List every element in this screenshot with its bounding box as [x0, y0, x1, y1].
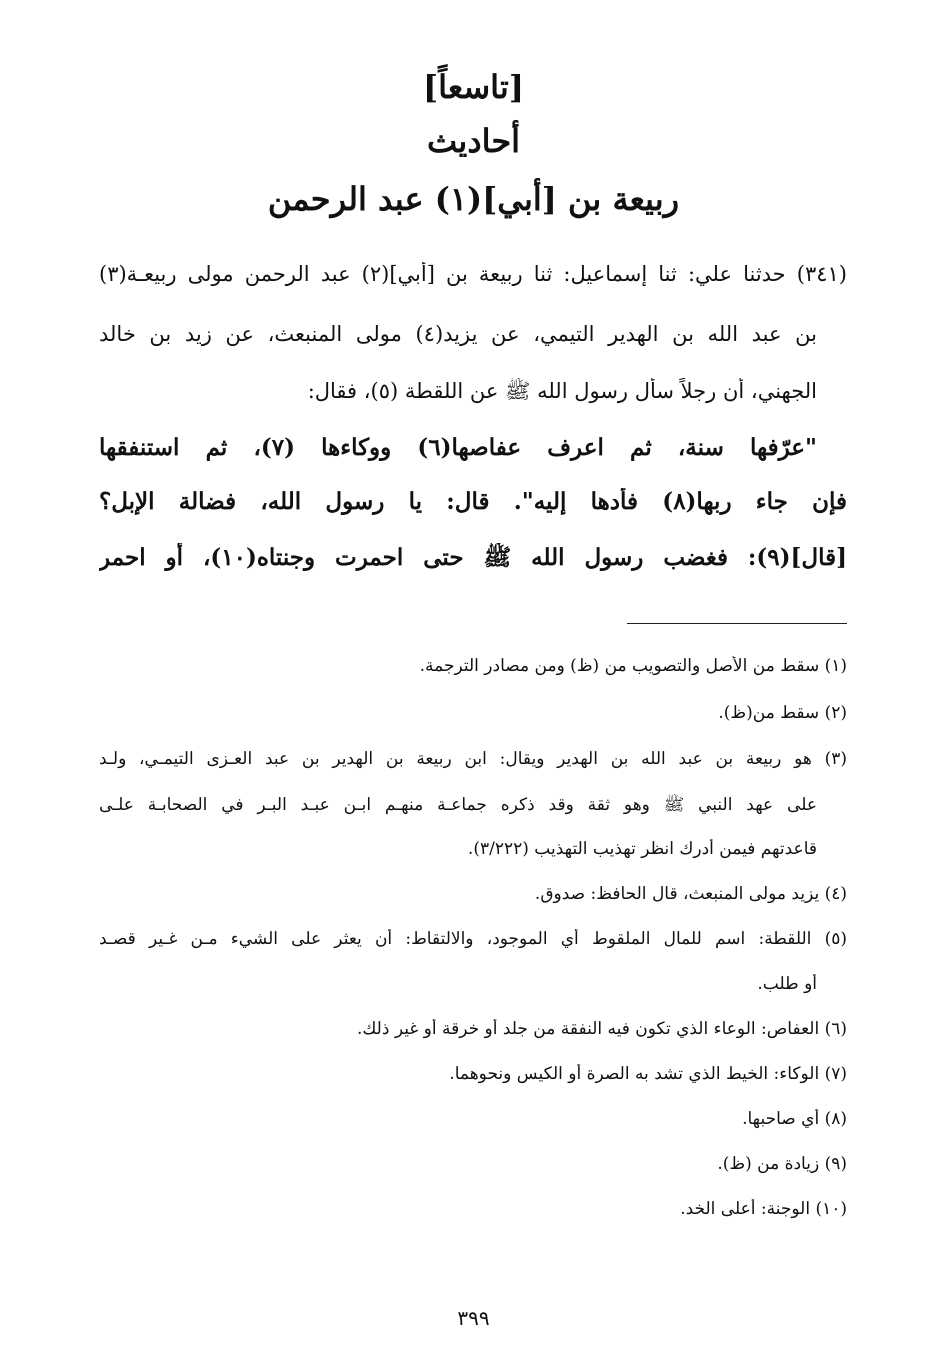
- page-number: ٣٩٩: [457, 1306, 490, 1330]
- chapter-title: أحاديث: [427, 122, 520, 160]
- footnote: (٩) زيادة من (ظ).: [717, 1154, 847, 1174]
- footnote: (٧) الوكاء: الخيط الذي تشد به الصرة أو الكيس ونحوهما.: [449, 1064, 847, 1084]
- chapter-subtitle: ربيعة بن [أبي](١) عبد الرحمن: [267, 180, 680, 218]
- footnote: (٥) اللقطة: اسم للمال الملقوط أي الموجود، والالتقاط: أن يعثر على الشيء مـن غـير قصـد: [99, 929, 847, 949]
- footnote-continuation: على عهد النبي ﷺ وهو ثقة وقد ذكره جماعـة منهـم ابـن عبـد البـر في الصحابـة علـى: [99, 795, 817, 815]
- section-label: [تاسعاً]: [423, 68, 524, 106]
- footnote: (٤) يزيد مولى المنبعث، قال الحافظ: صدوق.: [534, 884, 847, 904]
- footnote: (٦) العفاص: الوعاء الذي تكون فيه النفقة من جلد أو خرقة أو غير ذلك.: [356, 1019, 847, 1039]
- footnote: (٣) هو ربيعة بن عبد الله بن الهدير ويقال: ابن ربيعة بن الهدير بن عبد العـزى التيمـي، ولـد: [99, 749, 847, 769]
- hadith-quote-line: فإن جاء ربها(٨) فأدها إليه". قال: يا رسول الله، فضالة الإبل؟: [99, 488, 847, 515]
- footnote-separator: [627, 623, 847, 624]
- hadith-line: بن عبد الله بن الهدير التيمي، عن يزيد(٤) مولى المنبعث، عن زيد بن خالد: [99, 322, 817, 346]
- hadith-line: الجهني، أن رجلاً سأل رسول الله ﷺ عن اللقطة (٥)، فقال:: [307, 379, 817, 403]
- footnote-continuation: أو طلب.: [757, 974, 817, 994]
- footnote: (٢) سقط من(ظ).: [718, 703, 847, 723]
- hadith-quote-line: [قال](٩): فغضب رسول الله ﷺ حتى احمرت وجنتاه(١٠)، أو احمر: [99, 544, 847, 571]
- hadith-quote-line: "عرّفها سنة، ثم اعرف عفاصها(٦) ووكاءها (٧)، ثم استنفقها: [99, 434, 817, 461]
- footnote: (١٠) الوجنة: أعلى الخد.: [680, 1199, 847, 1219]
- footnote: (٨) أي صاحبها.: [742, 1109, 847, 1129]
- footnote-continuation: قاعدتهم فيمن أدرك انظر تهذيب التهذيب (٣/٢٢٢).: [467, 839, 817, 859]
- hadith-line: (٣٤١) حدثنا علي: ثنا إسماعيل: ثنا ربيعة بن [أبي](٢) عبد الرحمن مولى ربيعـة(٣): [99, 262, 847, 286]
- footnote: (١) سقط من الأصل والتصويب من (ظ) ومن مصادر الترجمة.: [419, 656, 847, 676]
